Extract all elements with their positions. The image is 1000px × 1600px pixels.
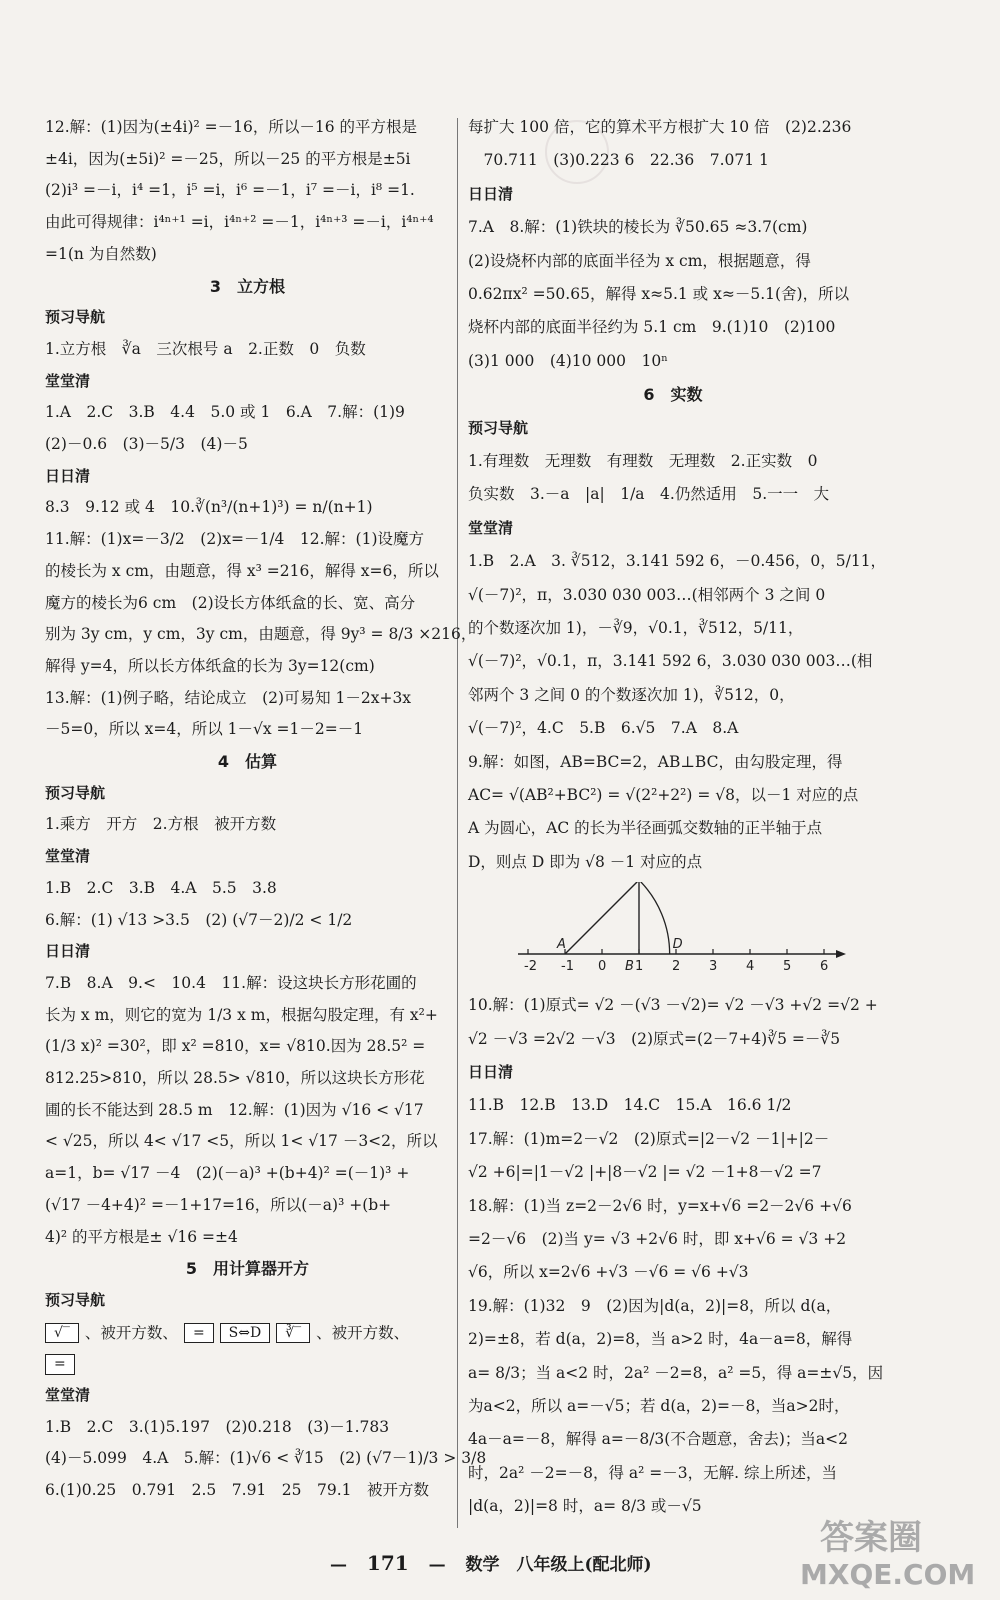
answer-line: 负实数 3.－a |a| 1/a 4.仍然适用 5.一一 大 [468, 485, 830, 504]
section-heading: 堂堂清 [45, 847, 91, 866]
calculator-key: S⇔D [220, 1323, 271, 1344]
section-heading: 堂堂清 [468, 518, 514, 537]
answer-line: 别为 3y cm，y cm，3y cm，由题意，得 9y³ = 8/3 ×216， [45, 625, 477, 644]
answer-line: 1.乘方 开方 2.方根 被开方数 [45, 815, 277, 834]
section-heading: 堂堂清 [45, 371, 91, 390]
answer-line: 由此可得规律：i⁴ⁿ⁺¹ =i，i⁴ⁿ⁺² =－1，i⁴ⁿ⁺³ =－i，i⁴ⁿ⁺⁴ [45, 213, 434, 232]
point-label-b: B [625, 959, 634, 975]
answer-line: A 为圆心，AC 的长为半径画弧交数轴的正半轴于点 [468, 819, 823, 838]
answer-line: (2)i³ =－i，i⁴ =1，i⁵ =i，i⁶ =－1，i⁷ =－i，i⁸ =1. [45, 181, 415, 200]
calculator-key: = [184, 1323, 214, 1344]
axis-tick-label: 0 [598, 959, 607, 975]
answer-line: －5=0，所以 x=4，所以 1－√x =1－2=－1 [45, 720, 364, 739]
segment-ac [565, 882, 639, 954]
answer-line: AC= √(AB²+BC²) = √(2²+2²) = √8，以－1 对应的点 [468, 786, 859, 804]
keys-text: 、被开方数、 [84, 1323, 178, 1342]
section-heading: 预习导航 [45, 308, 106, 327]
column-divider [457, 118, 458, 1528]
point-label-d: D [672, 937, 683, 953]
answer-line: (√17 －4+4)² =－1+17=16，所以(－a)³ +(b+ [45, 1195, 392, 1214]
answer-line: (2)－0.6 (3)－5/3 (4)－5 [45, 435, 248, 453]
axis-tick-label: -1 [561, 959, 574, 975]
page-number: 171 [366, 1551, 409, 1575]
axis-tick-label: 5 [783, 959, 792, 975]
answer-line: 8.3 9.12 或 4 10.∛(n³/(n+1)³) = n/(n+1) [45, 498, 373, 517]
answer-line: a= 8/3；当 a<2 时，2a² －2=8，a² =5，得 a=±√5，因 [468, 1363, 884, 1382]
axis-tick-label: -2 [524, 959, 537, 975]
answer-line: 4a－a=－8，解得 a=－8/3(不合题意，舍去)；当a<2 [468, 1430, 848, 1449]
answer-line: 0.62πx² =50.65，解得 x≈5.1 或 x≈－5.1(舍)，所以 [468, 285, 850, 303]
answer-line: |d(a，2)|=8 时，a= 8/3 或－√5 [468, 1497, 702, 1516]
answer-line: (4)－5.099 4.A 5.解：(1)√6 < ∛15 (2) (√7－1)/3 > 3/8 [45, 1449, 487, 1468]
section-heading: 预习导航 [45, 1290, 106, 1309]
answer-line: √6，所以 x=2√6 +√3 －√6 = √6 +√3 [468, 1263, 749, 1282]
answer-line: 魔方的棱长为6 cm (2)设长方体纸盒的长、宽、高分 [45, 593, 416, 612]
answer-line: 1.B 2.A 3. ∛512，3.141 592 6，－0.456，0，5/11， [468, 552, 887, 571]
answer-line: 长为 x m，则它的宽为 1/3 x m，根据勾股定理，有 x²+ [45, 1005, 438, 1024]
chapter-title: 3 立方根 [209, 276, 286, 296]
answer-line: √(－7)²，4.C 5.B 6.√5 7.A 8.A [468, 719, 739, 738]
answer-line: 1.有理数 无理数 有理数 无理数 2.正实数 0 [468, 452, 818, 470]
calculator-key: ∛‾ [276, 1323, 310, 1344]
point-label-a: A [557, 937, 566, 953]
calculator-key: = [45, 1354, 75, 1375]
answer-line: 11.B 12.B 13.D 14.C 15.A 16.6 1/2 [468, 1096, 792, 1115]
section-heading: 日日清 [45, 942, 91, 961]
answer-line: 7.A 8.解：(1)铁块的棱长为 ∛50.65 ≈3.7(cm) [468, 218, 808, 237]
answer-line: 烧杯内部的底面半径约为 5.1 cm 9.(1)10 (2)100 [468, 318, 836, 337]
answer-line: 7.B 8.A 9.< 10.4 11.解：设这块长方形花圃的 [45, 973, 417, 992]
answer-line: 4)² 的平方根是± √16 =±4 [45, 1227, 238, 1246]
answer-line: =1(n 为自然数) [45, 244, 157, 263]
answer-line: √(－7)²，π，3.030 030 003…(相邻两个 3 之间 0 [468, 585, 826, 604]
answer-line: 邻两个 3 之间 0 的个数逐次加 1)，∛512，0， [468, 685, 795, 704]
answer-line: 的个数逐次加 1)，－∛9，√0.1，∛512，5/11， [468, 619, 804, 637]
footer-dash: — [428, 1555, 446, 1575]
answer-line: < √25，所以 4< √17 <5，所以 1< √17 －3<2，所以 [45, 1132, 438, 1151]
answer-line: (2)设烧杯内部的底面半径为 x cm，根据题意，得 [468, 251, 811, 270]
watermark-brand: 答案圈 [820, 1518, 922, 1558]
answer-line: 19.解：(1)32 9 (2)因为|d(a，2)|=8，所以 d(a， [468, 1296, 842, 1315]
answer-line: √(－7)²，√0.1，π，3.141 592 6，3.030 030 003…(相 [468, 652, 873, 671]
answer-line: 10.解：(1)原式= √2 －(√3 －√2)= √2 －√3 +√2 =√2 + [468, 996, 878, 1015]
answer-line: 13.解：(1)例子略，结论成立 (2)可易知 1－2x+3x [45, 688, 412, 707]
answer-line: 70.711 (3)0.223 6 22.36 7.071 1 [468, 151, 769, 170]
answer-line: 17.解：(1)m=2－√2 (2)原式=|2－√2 －1|+|2－ [468, 1129, 830, 1148]
axis-tick-label: 2 [672, 959, 681, 975]
chapter-title: 5 用计算器开方 [185, 1259, 310, 1279]
calculator-key: √‾ [45, 1323, 79, 1344]
watermark-url: MXQE.COM [800, 1558, 976, 1591]
answer-line: 1.B 2.C 3.B 4.A 5.5 3.8 [45, 878, 277, 897]
answer-line: 18.解：(1)当 z=2－2√6 时，y=x+√6 =2－2√6 +√6 [468, 1196, 852, 1215]
answer-line: 的棱长为 x cm，由题意，得 x³ =216，解得 x=6，所以 [45, 561, 439, 580]
answer-line: (3)1 000 (4)10 000 10ⁿ [468, 351, 668, 370]
axis-tick-label: 4 [746, 959, 755, 975]
calculator-keys-row [45, 1354, 75, 1375]
answer-line: 812.25>810，所以 28.5> √810，所以这块长方形花 [45, 1069, 425, 1087]
answer-line: 解得 y=4，所以长方体纸盒的长为 3y=12(cm) [45, 656, 375, 675]
answer-line: 时，2a² －2=－8，得 a² =－3，无解. 综上所述，当 [468, 1463, 837, 1482]
answer-line: 1.A 2.C 3.B 4.4 5.0 或 1 6.A 7.解：(1)9 [45, 403, 405, 422]
chapter-title: 4 估算 [217, 752, 278, 771]
answer-line: 1.B 2.C 3.(1)5.197 (2)0.218 (3)－1.783 [45, 1417, 390, 1436]
axis-tick-label: 3 [709, 959, 718, 975]
answer-line: √2 －√3 =2√2 －√3 (2)原式=(2－7+4)∛5 =－∛5 [468, 1029, 841, 1048]
answer-line: ±4i，因为(±5i)² =－25，所以－25 的平方根是±5i [45, 149, 411, 168]
answer-line: (1/3 x)² =30²，即 x² =810，x= √810.因为 28.5² = [45, 1037, 426, 1056]
keys-text: 、被开方数、 [316, 1323, 410, 1342]
section-heading: 日日清 [468, 184, 514, 203]
answer-line: 6.(1)0.25 0.791 2.5 7.91 25 79.1 被开方数 [45, 1481, 430, 1500]
section-heading: 预习导航 [45, 783, 106, 802]
number-line-figure [508, 882, 848, 982]
answer-line: 6.解：(1) √13 >3.5 (2) (√7－2)/2 < 1/2 [45, 910, 353, 929]
footer-dash: — [330, 1555, 347, 1575]
answer-line: 9.解：如图，AB=BC=2，AB⊥BC，由勾股定理，得 [468, 752, 843, 771]
answer-line: 每扩大 100 倍，它的算术平方根扩大 10 倍 (2)2.236 [468, 118, 852, 136]
axis-tick-label: 1 [635, 959, 644, 975]
section-heading: 日日清 [468, 1063, 514, 1081]
answer-line: a=1，b= √17 －4 (2)(－a)³ +(b+4)² =(－1)³ + [45, 1164, 410, 1183]
section-heading: 堂堂清 [45, 1386, 91, 1404]
answer-line: 圃的长不能达到 28.5 m 12.解：(1)因为 √16 < √17 [45, 1100, 424, 1119]
answer-line: D，则点 D 即为 √8 －1 对应的点 [468, 852, 703, 871]
section-heading: 预习导航 [468, 418, 529, 437]
section-heading: 日日清 [45, 466, 91, 485]
answer-line: √2 +6|=|1－√2 |+|8－√2 |= √2 －1+8－√2 =7 [468, 1163, 822, 1182]
answer-line: 2)=±8，若 d(a，2)=8，当 a>2 时，4a－a=8，解得 [468, 1330, 853, 1349]
chapter-title: 6 实数 [643, 385, 703, 405]
answer-line: 11.解：(1)x=－3/2 (2)x=－1/4 12.解：(1)设魔方 [45, 530, 425, 549]
answer-line: 1.立方根 ∛a 三次根号 a 2.正数 0 负数 [45, 339, 366, 358]
axis-arrow [836, 950, 846, 958]
answer-line: 12.解：(1)因为(±4i)² =－16，所以－16 的平方根是 [45, 118, 418, 136]
page-footer [330, 1550, 652, 1575]
calculator-keys-row [45, 1323, 409, 1344]
footer-subject: 数学 八年级上(配北师) [465, 1555, 652, 1575]
answer-line: 为a<2，所以 a=－√5；若 d(a，2)=－8，当a>2时， [468, 1397, 850, 1415]
arc-ad [639, 882, 670, 954]
answer-line: =2－√6 (2)当 y= √3 +2√6 时，即 x+√6 = √3 +2 [468, 1230, 847, 1248]
axis-tick-label: 6 [820, 959, 829, 975]
